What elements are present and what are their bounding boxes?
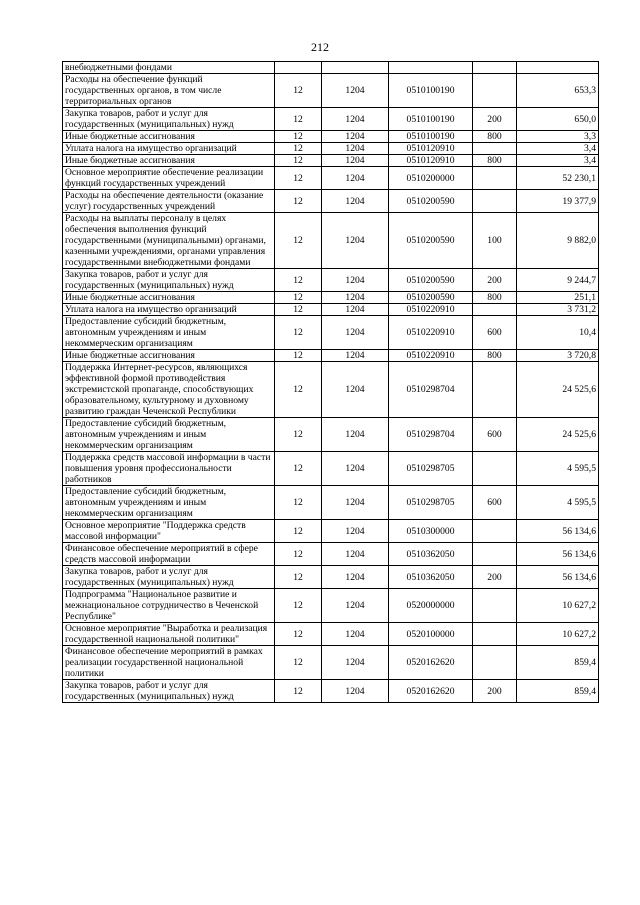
ministry-code-cell: 12 bbox=[275, 418, 322, 452]
expense-type-cell: 800 bbox=[473, 155, 517, 167]
ministry-code-cell: 12 bbox=[275, 623, 322, 646]
ministry-code-cell: 12 bbox=[275, 316, 322, 350]
row-name-cell: Закупка товаров, работ и услуг для государственных (муниципальных) нужд bbox=[63, 566, 275, 589]
amount-cell: 3,3 bbox=[517, 131, 599, 143]
expense-type-cell: 600 bbox=[473, 316, 517, 350]
amount-cell: 859,4 bbox=[517, 646, 599, 680]
table-row bbox=[63, 108, 599, 131]
section-code-cell: 1204 bbox=[322, 680, 389, 703]
table-row bbox=[63, 362, 599, 418]
amount-cell: 4 595,5 bbox=[517, 452, 599, 486]
row-name-cell: Иные бюджетные ассигнования bbox=[63, 155, 275, 167]
target-article-cell: 0510220910 bbox=[389, 316, 473, 350]
section-code-cell: 1204 bbox=[322, 292, 389, 304]
expense-type-cell bbox=[473, 589, 517, 623]
target-article-cell: 0510220910 bbox=[389, 304, 473, 316]
section-code-cell: 1204 bbox=[322, 269, 389, 292]
target-article-cell: 0510200000 bbox=[389, 167, 473, 190]
row-name-cell: Закупка товаров, работ и услуг для государственных (муниципальных) нужд bbox=[63, 269, 275, 292]
expense-type-cell: 800 bbox=[473, 292, 517, 304]
amount-cell: 24 525,6 bbox=[517, 418, 599, 452]
target-article-cell: 0510220910 bbox=[389, 350, 473, 362]
ministry-code-cell: 12 bbox=[275, 155, 322, 167]
table-row bbox=[63, 269, 599, 292]
amount-cell: 9 244,7 bbox=[517, 269, 599, 292]
section-code-cell: 1204 bbox=[322, 486, 389, 520]
table-row bbox=[63, 543, 599, 566]
amount-cell: 3,4 bbox=[517, 155, 599, 167]
ministry-code-cell: 12 bbox=[275, 543, 322, 566]
expense-type-cell bbox=[473, 623, 517, 646]
ministry-code-cell: 12 bbox=[275, 143, 322, 155]
table-row bbox=[63, 213, 599, 269]
expense-type-cell bbox=[473, 520, 517, 543]
table-row bbox=[63, 646, 599, 680]
expense-type-cell bbox=[473, 452, 517, 486]
ministry-code-cell: 12 bbox=[275, 131, 322, 143]
section-code-cell: 1204 bbox=[322, 520, 389, 543]
row-name-cell: Расходы на обеспечение деятельности (оказание услуг) государственных учреждений bbox=[63, 190, 275, 213]
row-name-cell: Расходы на выплаты персоналу в целях обеспечения выполнения функций государственными (муниципальными) органами, казенными учреждениями, органами управления государственными внебюджетными фондами bbox=[63, 213, 275, 269]
row-name-cell: Уплата налога на имущество организаций bbox=[63, 304, 275, 316]
table-row bbox=[63, 589, 599, 623]
amount-cell: 56 134,6 bbox=[517, 566, 599, 589]
ministry-code-cell: 12 bbox=[275, 304, 322, 316]
target-article-cell: 0510200590 bbox=[389, 292, 473, 304]
table-row bbox=[63, 155, 599, 167]
section-code-cell: 1204 bbox=[322, 155, 389, 167]
section-code-cell: 1204 bbox=[322, 108, 389, 131]
section-code-cell: 1204 bbox=[322, 74, 389, 108]
section-code-cell: 1204 bbox=[322, 589, 389, 623]
ministry-code-cell bbox=[275, 62, 322, 74]
amount-cell: 653,3 bbox=[517, 74, 599, 108]
target-article-cell: 0510120910 bbox=[389, 143, 473, 155]
row-name-cell: Закупка товаров, работ и услуг для государственных (муниципальных) нужд bbox=[63, 108, 275, 131]
expense-type-cell: 200 bbox=[473, 108, 517, 131]
expense-type-cell: 200 bbox=[473, 566, 517, 589]
row-name-cell: Предоставление субсидий бюджетным, автономным учреждениям и иным некоммерческим организациям bbox=[63, 418, 275, 452]
section-code-cell: 1204 bbox=[322, 452, 389, 486]
target-article-cell: 0510298704 bbox=[389, 362, 473, 418]
row-name-cell: Основное мероприятие "Поддержка средств массовой информации" bbox=[63, 520, 275, 543]
target-article-cell: 0510298705 bbox=[389, 486, 473, 520]
row-name-cell: Иные бюджетные ассигнования bbox=[63, 292, 275, 304]
section-code-cell: 1204 bbox=[322, 143, 389, 155]
table-row bbox=[63, 304, 599, 316]
expense-type-cell: 600 bbox=[473, 486, 517, 520]
table-row bbox=[63, 316, 599, 350]
target-article-cell: 0520162620 bbox=[389, 680, 473, 703]
row-name-cell: Уплата налога на имущество организаций bbox=[63, 143, 275, 155]
expense-type-cell bbox=[473, 143, 517, 155]
expense-type-cell: 200 bbox=[473, 269, 517, 292]
expense-type-cell bbox=[473, 74, 517, 108]
row-name-cell: Финансовое обеспечение мероприятий в рамках реализации государственной национальной политики bbox=[63, 646, 275, 680]
table-row bbox=[63, 566, 599, 589]
ministry-code-cell: 12 bbox=[275, 486, 322, 520]
target-article-cell: 0520100000 bbox=[389, 623, 473, 646]
amount-cell: 56 134,6 bbox=[517, 543, 599, 566]
target-article-cell: 0510298705 bbox=[389, 452, 473, 486]
table-row bbox=[63, 74, 599, 108]
target-article-cell: 0510100190 bbox=[389, 74, 473, 108]
ministry-code-cell: 12 bbox=[275, 520, 322, 543]
table-row bbox=[63, 452, 599, 486]
amount-cell: 10 627,2 bbox=[517, 623, 599, 646]
table-row bbox=[63, 486, 599, 520]
section-code-cell: 1204 bbox=[322, 566, 389, 589]
ministry-code-cell: 12 bbox=[275, 74, 322, 108]
target-article-cell: 0510298704 bbox=[389, 418, 473, 452]
target-article-cell: 0510200590 bbox=[389, 213, 473, 269]
amount-cell: 24 525,6 bbox=[517, 362, 599, 418]
table-row bbox=[63, 680, 599, 703]
section-code-cell: 1204 bbox=[322, 213, 389, 269]
target-article-cell: 0520000000 bbox=[389, 589, 473, 623]
target-article-cell: 0510200590 bbox=[389, 269, 473, 292]
page-number: 212 bbox=[311, 40, 329, 54]
target-article-cell: 0510362050 bbox=[389, 543, 473, 566]
budget-table-body bbox=[63, 62, 599, 703]
amount-cell: 19 377,9 bbox=[517, 190, 599, 213]
section-code-cell: 1204 bbox=[322, 418, 389, 452]
amount-cell bbox=[517, 62, 599, 74]
expense-type-cell bbox=[473, 543, 517, 566]
expense-type-cell bbox=[473, 62, 517, 74]
section-code-cell: 1204 bbox=[322, 190, 389, 213]
row-name-cell: Основное мероприятие обеспечение реализации функций государственных учреждений bbox=[63, 167, 275, 190]
amount-cell: 3,4 bbox=[517, 143, 599, 155]
table-row bbox=[63, 350, 599, 362]
ministry-code-cell: 12 bbox=[275, 213, 322, 269]
expense-type-cell bbox=[473, 304, 517, 316]
section-code-cell: 1204 bbox=[322, 623, 389, 646]
row-name-cell: Основное мероприятие "Выработка и реализация государственной национальной политики" bbox=[63, 623, 275, 646]
ministry-code-cell: 12 bbox=[275, 589, 322, 623]
amount-cell: 52 230,1 bbox=[517, 167, 599, 190]
ministry-code-cell: 12 bbox=[275, 292, 322, 304]
target-article-cell: 0510100190 bbox=[389, 108, 473, 131]
ministry-code-cell: 12 bbox=[275, 452, 322, 486]
section-code-cell: 1204 bbox=[322, 350, 389, 362]
amount-cell: 859,4 bbox=[517, 680, 599, 703]
table-row bbox=[63, 418, 599, 452]
amount-cell: 650,0 bbox=[517, 108, 599, 131]
target-article-cell: 0510100190 bbox=[389, 131, 473, 143]
expense-type-cell bbox=[473, 646, 517, 680]
section-code-cell: 1204 bbox=[322, 167, 389, 190]
table-row bbox=[63, 62, 599, 74]
amount-cell: 3 720,8 bbox=[517, 350, 599, 362]
section-code-cell: 1204 bbox=[322, 131, 389, 143]
expense-type-cell: 800 bbox=[473, 131, 517, 143]
section-code-cell: 1204 bbox=[322, 543, 389, 566]
ministry-code-cell: 12 bbox=[275, 362, 322, 418]
expense-type-cell: 100 bbox=[473, 213, 517, 269]
table-row bbox=[63, 143, 599, 155]
ministry-code-cell: 12 bbox=[275, 108, 322, 131]
table-row bbox=[63, 190, 599, 213]
section-code-cell bbox=[322, 62, 389, 74]
ministry-code-cell: 12 bbox=[275, 269, 322, 292]
budget-table bbox=[62, 61, 599, 703]
expense-type-cell bbox=[473, 167, 517, 190]
table-row bbox=[63, 520, 599, 543]
section-code-cell: 1204 bbox=[322, 304, 389, 316]
expense-type-cell bbox=[473, 190, 517, 213]
row-name-cell: Закупка товаров, работ и услуг для государственных (муниципальных) нужд bbox=[63, 680, 275, 703]
row-name-cell: Поддержка Интернет-ресурсов, являющихся эффективной формой противодействия экстремистской пропаганде, способствующих образовательному, культурному и духовному развитию граждан Чеченской Республики bbox=[63, 362, 275, 418]
row-name-cell: Предоставление субсидий бюджетным, автономным учреждениям и иным некоммерческим организациям bbox=[63, 486, 275, 520]
target-article-cell: 0510362050 bbox=[389, 566, 473, 589]
ministry-code-cell: 12 bbox=[275, 167, 322, 190]
row-name-cell: Иные бюджетные ассигнования bbox=[63, 131, 275, 143]
amount-cell: 9 882,0 bbox=[517, 213, 599, 269]
amount-cell: 56 134,6 bbox=[517, 520, 599, 543]
expense-type-cell: 600 bbox=[473, 418, 517, 452]
expense-type-cell: 800 bbox=[473, 350, 517, 362]
amount-cell: 3 731,2 bbox=[517, 304, 599, 316]
row-name-cell: Подпрограмма "Национальное развитие и межнациональное сотрудничество в Чеченской Республике" bbox=[63, 589, 275, 623]
ministry-code-cell: 12 bbox=[275, 680, 322, 703]
row-name-cell: Иные бюджетные ассигнования bbox=[63, 350, 275, 362]
section-code-cell: 1204 bbox=[322, 316, 389, 350]
table-row bbox=[63, 167, 599, 190]
row-name-cell: Расходы на обеспечение функций государственных органов, в том числе территориальных органов bbox=[63, 74, 275, 108]
table-row bbox=[63, 131, 599, 143]
row-name-cell: Предоставление субсидий бюджетным, автономным учреждениям и иным некоммерческим организациям bbox=[63, 316, 275, 350]
amount-cell: 10 627,2 bbox=[517, 589, 599, 623]
amount-cell: 4 595,5 bbox=[517, 486, 599, 520]
ministry-code-cell: 12 bbox=[275, 350, 322, 362]
amount-cell: 10,4 bbox=[517, 316, 599, 350]
ministry-code-cell: 12 bbox=[275, 190, 322, 213]
table-row bbox=[63, 292, 599, 304]
expense-type-cell bbox=[473, 362, 517, 418]
expense-type-cell: 200 bbox=[473, 680, 517, 703]
ministry-code-cell: 12 bbox=[275, 566, 322, 589]
section-code-cell: 1204 bbox=[322, 646, 389, 680]
ministry-code-cell: 12 bbox=[275, 646, 322, 680]
row-name-cell: Поддержка средств массовой информации в части повышения уровня профессиональности работников bbox=[63, 452, 275, 486]
target-article-cell: 0510120910 bbox=[389, 155, 473, 167]
amount-cell: 251,1 bbox=[517, 292, 599, 304]
section-code-cell: 1204 bbox=[322, 362, 389, 418]
table-row bbox=[63, 623, 599, 646]
row-name-cell: Финансовое обеспечение мероприятий в сфере средств массовой информации bbox=[63, 543, 275, 566]
target-article-cell: 0510300000 bbox=[389, 520, 473, 543]
target-article-cell: 0520162620 bbox=[389, 646, 473, 680]
row-name-cell: внебюджетными фондами bbox=[63, 62, 275, 74]
target-article-cell bbox=[389, 62, 473, 74]
target-article-cell: 0510200590 bbox=[389, 190, 473, 213]
